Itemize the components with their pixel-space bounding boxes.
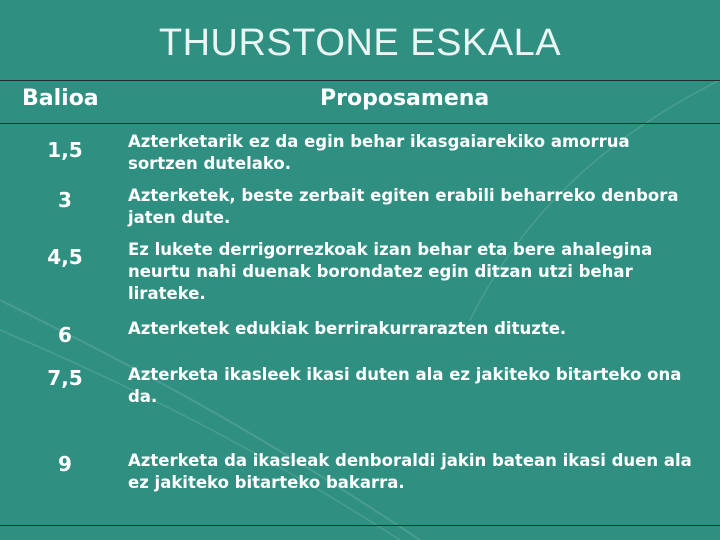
- row-value: 4,5: [47, 245, 83, 269]
- header-bottom-rule: [0, 123, 720, 124]
- row-value: 3: [58, 188, 72, 212]
- row-statement: Azterketarik ez da egin behar ikasgaiarekiko amorrua sortzen dutelako.: [128, 132, 630, 173]
- row-statement: Azterketa da ikasleak denboraldi jakin batean ikasi duen ala ez jakiteko bitarteko bakarra.: [128, 451, 692, 492]
- column-header-value: Balioa: [22, 86, 99, 111]
- column-header-statement: Proposamena: [320, 86, 490, 111]
- header-top-rule: [0, 80, 720, 81]
- row-statement: Ez lukete derrigorrezkoak izan behar eta bere ahalegina neurtu nahi duenak borondatez egin ditzan utzi behar lirateke.: [128, 240, 653, 303]
- table-bottom-rule: [0, 525, 720, 526]
- row-value: 1,5: [47, 138, 83, 162]
- row-value: 6: [58, 323, 72, 347]
- row-value: 7,5: [47, 366, 83, 390]
- row-value: 9: [58, 452, 72, 476]
- page-title: THURSTONE ESKALA: [158, 22, 562, 64]
- row-statement: Azterketek, beste zerbait egiten erabili beharreko denbora jaten dute.: [128, 186, 679, 227]
- row-statement: Azterketek edukiak berrirakurrarazten dituzte.: [128, 319, 567, 338]
- row-statement: Azterketa ikasleek ikasi duten ala ez jakiteko bitarteko ona da.: [128, 365, 682, 406]
